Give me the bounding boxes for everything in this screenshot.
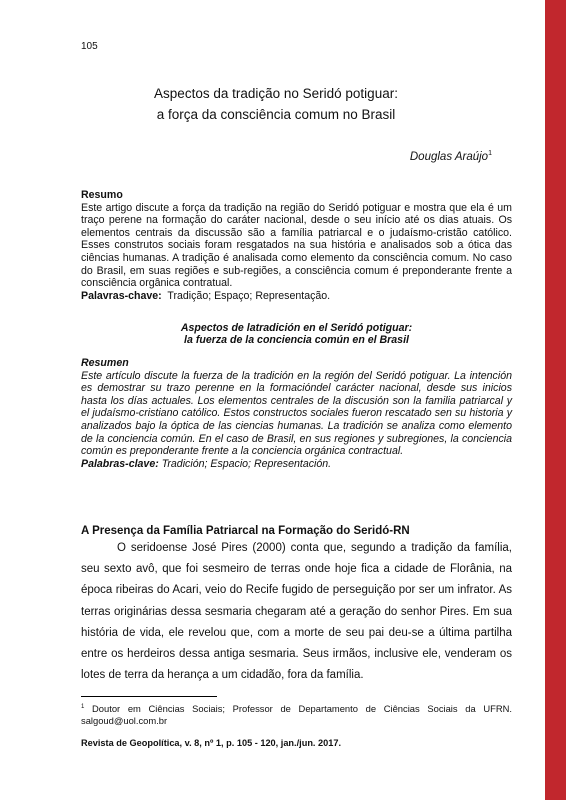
footnote-divider: [81, 696, 217, 697]
author: [410, 150, 492, 163]
footnote-mark: 1: [81, 704, 85, 710]
page-edge-bar: [545, 0, 566, 800]
footnote: [81, 701, 512, 727]
title-pt-line-1: Aspectos da tradição no Seridó potiguar:: [154, 86, 398, 101]
author-name: Douglas Araújo: [409, 150, 489, 163]
author-footnote-mark: 1: [488, 150, 492, 157]
abstract-pt-keywords: [81, 290, 512, 303]
abstract-es: [81, 357, 512, 470]
title-pt-line-2: a força da consciência comum no Brasil: [156, 107, 396, 122]
journal-footer: Revista de Geopolítica, v. 8, nº 1, p. 105 - 120, jan./jun. 2017.: [81, 738, 342, 748]
footnote-text: Doutor em Ciências Sociais; Professor de Departamento de Ciências Sociais da UFRN. salgoud@uol.com.br: [81, 703, 512, 727]
page-number: 105: [81, 41, 98, 52]
keywords-pt-values: Tradição; Espaço; Representação.: [167, 289, 331, 302]
section-heading: A Presença da Família Patriarcal na Formação do Seridó-RN: [81, 525, 410, 537]
abstract-es-text: Este artículo discute la fuerza de la tradición en la región del Seridó potiguar. La intención es demostrar su trazo perenne en la formacióndel carácter nacional, desde sus inicios hasta los días actuales. Los elementos centrales de la discusión son la familia patriarcal y el judaísmo-cristiano católico. Estos constructos sociales fueron rescatado sen su historia y analizados bajo la óptica de las ciencias humanas. La tradición se analiza como elemento de la conciencia común. En el caso de Brasil, en sus regiones y subregiones, la conciencia común es preponderante frente a la conciencia orgánica contractual.: [81, 369, 512, 458]
keywords-es-label: Palabras-clave:: [81, 457, 159, 470]
title-es-line-1: Aspectos de latradición en el Seridó potiguar:: [180, 322, 413, 334]
abstract-pt: [81, 189, 512, 302]
abstract-pt-text: Este artigo discute a força da tradição na região do Seridó potiguar e mostra que ela é um traço perene na formação do caráter nacional, desde o seu início até os dias atuais. Os elementos centrais da discussão são a família patriarcal e o judaísmo-cristão católico. Esses construtos sociais foram resgatados na sua história e analisados sob a ótica das ciências humanas. A tradição é analisada como elemento da consciência comum. No caso do Brasil, em suas regiões e sub-regiões, a consciência comum é preponderante frente a consciência orgânica contratual.: [81, 201, 512, 290]
abstract-pt-heading: Resumo: [81, 189, 123, 201]
title-es-line-2: la fuerza de la conciencia común en el Brasil: [184, 334, 409, 346]
body-paragraph: O seridoense José Pires (2000) conta que, segundo a tradição da família, seu sexto avô, que foi sesmeiro de terras onde hoje fica a cidade de Florânia, na época ribeiras do Acari, veio do Recife fugido de perseguição por ser um infrator. As terras originárias dessa sesmaria chegaram até a geração do senhor Pires. Em sua história de vida, ele revelou que, com a morte de seu pai deu-se a última partilha entre os herdeiros dessa antiga sesmaria. Seus irmãos, inclusive ele, venderam os lotes de terra da herança a um cidadão, fora da família.: [81, 542, 512, 682]
abstract-es-keywords: [81, 458, 512, 471]
abstract-es-heading: Resumen: [81, 357, 129, 369]
keywords-pt-label: Palavras-chave:: [81, 289, 162, 302]
keywords-es-values: Tradición; Espacio; Representación.: [161, 457, 332, 470]
